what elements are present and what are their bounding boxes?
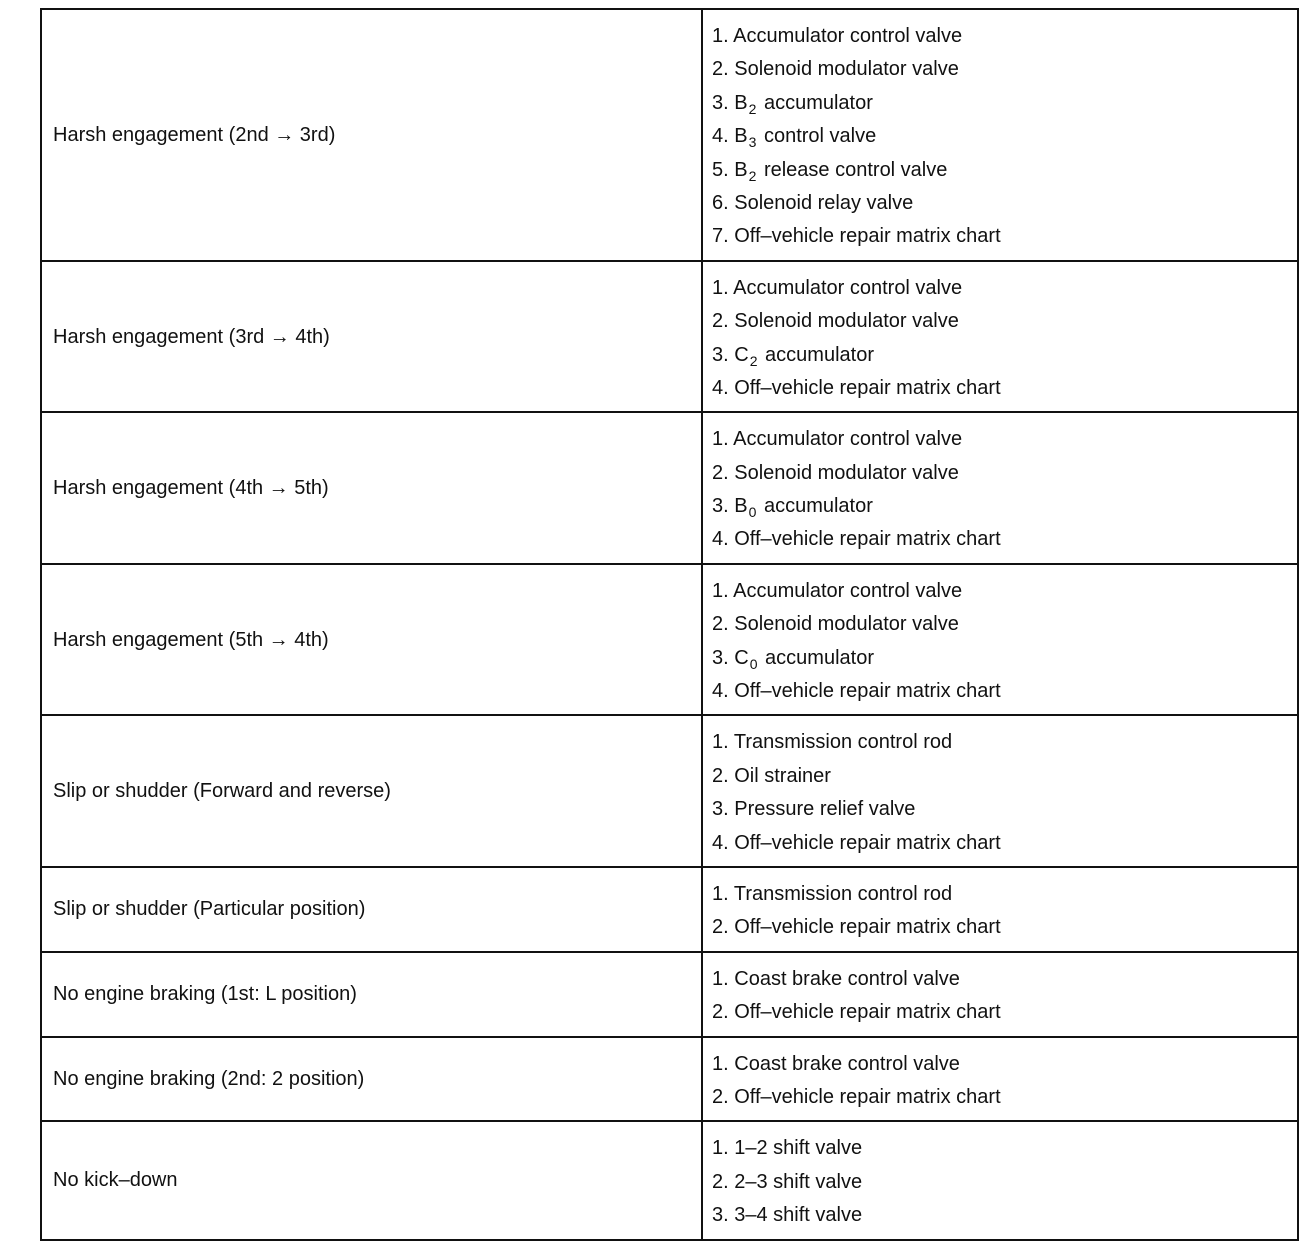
item-text-suffix: release control valve	[758, 158, 948, 181]
check-item	[712, 911, 1289, 944]
item-number: 2.	[712, 613, 729, 636]
check-items-cell	[702, 412, 1298, 564]
check-item	[712, 1048, 1289, 1081]
item-number: 4.	[712, 528, 729, 551]
item-text: Solenoid modulator valve	[734, 461, 959, 484]
table-row	[41, 867, 1298, 952]
check-item	[712, 878, 1289, 911]
item-text: Off–vehicle repair matrix chart	[734, 831, 1001, 854]
check-item	[712, 1166, 1289, 1199]
check-item	[712, 675, 1289, 708]
item-number: 4.	[712, 376, 729, 399]
check-item	[712, 996, 1289, 1029]
item-number: 3.	[712, 91, 729, 114]
symptom-label: Slip or shudder (Forward and reverse)	[53, 780, 391, 803]
item-number: 2.	[712, 310, 729, 333]
table-row	[41, 9, 1298, 261]
item-text: Oil strainer	[734, 764, 831, 787]
item-subscript: 2	[748, 100, 757, 117]
item-text: B	[734, 495, 748, 518]
check-item	[712, 963, 1289, 996]
symptom-cell	[41, 952, 702, 1037]
symptom-cell	[41, 564, 702, 716]
item-text-suffix: accumulator	[759, 646, 874, 669]
item-text-suffix: control valve	[758, 125, 877, 148]
check-item	[712, 760, 1289, 793]
item-number: 2.	[712, 1001, 729, 1024]
item-number: 3.	[712, 495, 729, 518]
check-item	[712, 608, 1289, 641]
check-item	[712, 272, 1289, 305]
check-item	[712, 220, 1289, 253]
repair-matrix-body	[41, 9, 1298, 1240]
check-item	[712, 575, 1289, 608]
item-number: 1.	[712, 731, 729, 754]
item-number: 5.	[712, 158, 729, 181]
item-text: Solenoid relay valve	[734, 191, 914, 214]
check-item	[712, 726, 1289, 759]
check-item	[712, 187, 1289, 220]
item-number: 2.	[712, 461, 729, 484]
item-text: Off–vehicle repair matrix chart	[734, 376, 1001, 399]
check-item	[712, 120, 1289, 153]
item-subscript: 2	[748, 167, 757, 184]
item-number: 2.	[712, 916, 729, 939]
item-subscript: 3	[748, 134, 757, 151]
check-item	[712, 457, 1289, 490]
item-text: Coast brake control valve	[734, 1052, 960, 1075]
symptom-label: Harsh engagement (4th → 5th)	[53, 477, 329, 500]
table-row	[41, 412, 1298, 564]
symptom-label: Harsh engagement (2nd → 3rd)	[53, 123, 336, 146]
symptom-cell	[41, 412, 702, 564]
item-text-suffix: accumulator	[758, 495, 873, 518]
item-number: 1.	[712, 25, 729, 47]
item-number: 1.	[712, 1137, 729, 1160]
check-items-cell	[702, 867, 1298, 952]
symptom-cell	[41, 1121, 702, 1239]
item-text: Off–vehicle repair matrix chart	[734, 1001, 1001, 1024]
item-number: 2.	[712, 58, 729, 81]
symptom-label: Harsh engagement (5th → 4th)	[53, 628, 329, 651]
symptom-label: Harsh engagement (3rd → 4th)	[53, 325, 330, 348]
item-text: Transmission control rod	[733, 731, 953, 754]
item-number: 4.	[712, 125, 729, 148]
item-number: 2.	[712, 1085, 729, 1108]
symptom-cell	[41, 867, 702, 952]
check-item	[712, 20, 1289, 53]
item-subscript: 2	[749, 352, 758, 369]
check-item	[712, 523, 1289, 556]
check-item	[712, 372, 1289, 405]
check-items-cell	[702, 261, 1298, 413]
check-item	[712, 305, 1289, 338]
item-text: Accumulator control valve	[733, 276, 963, 299]
item-text: C	[734, 646, 749, 669]
item-text: Solenoid modulator valve	[734, 58, 959, 81]
check-item	[712, 1199, 1289, 1232]
symptom-label: Slip or shudder (Particular position)	[53, 898, 366, 921]
symptom-cell	[41, 715, 702, 867]
table-row	[41, 715, 1298, 867]
item-number: 3.	[712, 646, 729, 669]
item-number: 4.	[712, 680, 729, 703]
item-text: C	[734, 343, 749, 366]
item-text: Pressure relief valve	[734, 798, 916, 821]
check-item	[712, 793, 1289, 826]
item-text: Off–vehicle repair matrix chart	[734, 528, 1001, 551]
item-text-suffix: accumulator	[759, 343, 874, 366]
item-text: Off–vehicle repair matrix chart	[734, 680, 1001, 703]
check-items-cell	[702, 952, 1298, 1037]
item-text: Off–vehicle repair matrix chart	[734, 916, 1001, 939]
check-items-cell	[702, 9, 1298, 261]
item-text: Off–vehicle repair matrix chart	[734, 225, 1001, 248]
item-number: 1.	[712, 579, 729, 602]
item-text: B	[734, 125, 748, 148]
item-text: Accumulator control valve	[733, 428, 963, 451]
symptom-cell	[41, 261, 702, 413]
item-number: 1.	[712, 276, 729, 299]
item-text: Transmission control rod	[733, 882, 953, 905]
item-text: B	[734, 158, 748, 181]
check-item	[712, 339, 1289, 372]
item-number: 1.	[712, 428, 729, 451]
check-items-cell	[702, 1037, 1298, 1122]
check-item	[712, 1081, 1289, 1114]
symptom-label: No engine braking (2nd: 2 position)	[53, 1067, 365, 1090]
item-text: Coast brake control valve	[734, 967, 960, 990]
symptom-label: No engine braking (1st: L position)	[53, 983, 357, 1006]
repair-matrix-table	[40, 8, 1299, 1241]
table-row	[41, 1121, 1298, 1239]
item-number: 3.	[712, 1204, 729, 1227]
check-items-cell	[702, 564, 1298, 716]
symptom-cell	[41, 1037, 702, 1122]
item-text: Accumulator control valve	[733, 579, 963, 602]
check-item	[712, 154, 1289, 187]
table-row	[41, 261, 1298, 413]
item-number: 7.	[712, 225, 729, 248]
check-items-cell	[702, 1121, 1298, 1239]
item-number: 4.	[712, 831, 729, 854]
check-item	[712, 642, 1289, 675]
item-number: 3.	[712, 343, 729, 366]
check-items-cell	[702, 715, 1298, 867]
check-item	[712, 827, 1289, 860]
item-number: 2.	[712, 1170, 729, 1193]
item-number: 1.	[712, 1052, 729, 1075]
item-text: 3–4 shift valve	[734, 1204, 863, 1227]
check-item	[712, 423, 1289, 456]
symptom-cell	[41, 9, 702, 261]
check-item	[712, 53, 1289, 86]
check-item	[712, 1132, 1289, 1165]
item-subscript: 0	[749, 655, 758, 672]
check-item	[712, 87, 1289, 120]
item-text-suffix: accumulator	[758, 91, 873, 114]
item-text: B	[734, 91, 748, 114]
item-text: Accumulator control valve	[733, 25, 963, 47]
check-item	[712, 490, 1289, 523]
symptom-label: No kick–down	[53, 1169, 178, 1192]
item-number: 6.	[712, 191, 729, 214]
item-text: 1–2 shift valve	[734, 1137, 863, 1160]
table-row	[41, 952, 1298, 1037]
table-row	[41, 564, 1298, 716]
item-number: 2.	[712, 764, 729, 787]
table-row	[41, 1037, 1298, 1122]
item-number: 3.	[712, 798, 729, 821]
item-text: Solenoid modulator valve	[734, 310, 959, 333]
item-text: Off–vehicle repair matrix chart	[734, 1085, 1001, 1108]
item-subscript: 0	[748, 504, 757, 521]
item-text: Solenoid modulator valve	[734, 613, 959, 636]
item-text: 2–3 shift valve	[734, 1170, 863, 1193]
item-number: 1.	[712, 967, 729, 990]
item-number: 1.	[712, 882, 729, 905]
